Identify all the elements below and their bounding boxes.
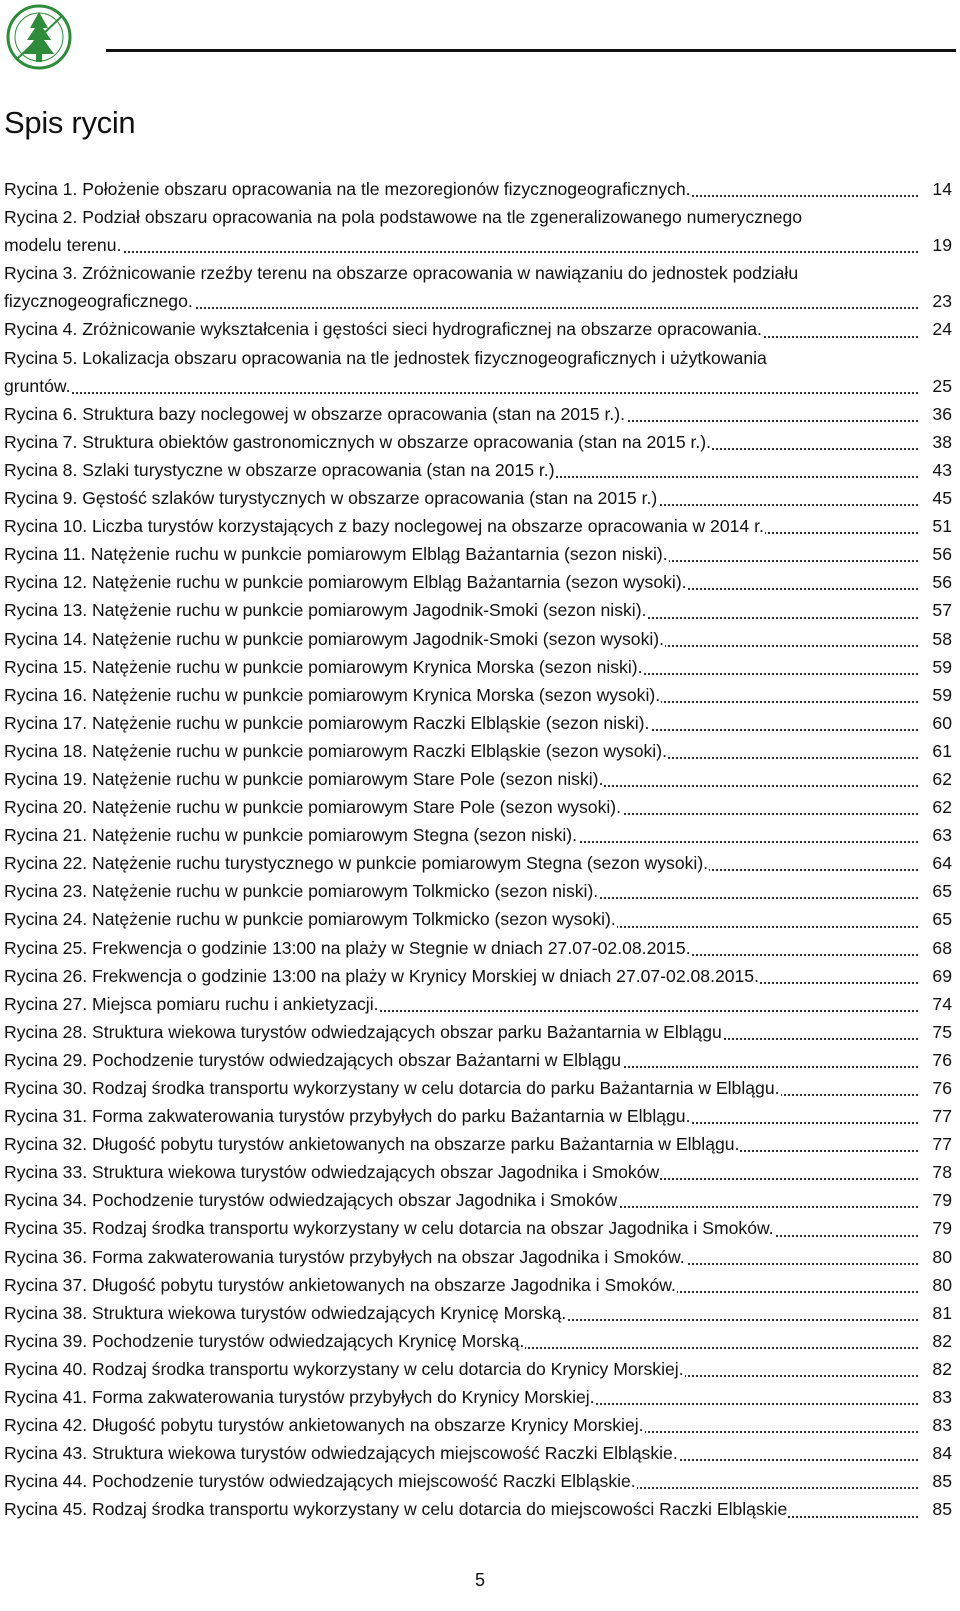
toc-entry-label: Rycina 31. Forma zakwaterowania turystów przybyłych do parku Bażantarnia w Elblągu. [4, 1106, 691, 1127]
toc-entry-label-line1: Rycina 3. Zróżnicowanie rzeźby terenu na obszarze opracowania w nawiązaniu do jednostek podziału [4, 263, 799, 284]
toc-entry[interactable] [4, 344, 952, 400]
toc-entry-page: 38 [930, 428, 952, 456]
header-rule [106, 49, 956, 52]
toc-entry-label: Rycina 12. Natężenie ruchu w punkcie pomiarowym Elbląg Bażantarnia (sezon wysoki). [4, 572, 687, 593]
toc-entry-page: 65 [930, 877, 952, 905]
toc-entry-label: Rycina 44. Pochodzenie turystów odwiedzających miejscowość Raczki Elbląskie. [4, 1471, 636, 1492]
toc-entry[interactable] [4, 1130, 952, 1158]
toc-entry-label: Rycina 8. Szlaki turystyczne w obszarze opracowania (stan na 2015 r.) [4, 459, 555, 480]
toc-entry-page: 75 [930, 1018, 952, 1046]
toc-entry-label: Rycina 23. Natężenie ruchu w punkcie pomiarowym Tolkmicko (sezon niski). [4, 881, 599, 902]
toc-entry-label-line2: modelu terenu. [4, 235, 122, 256]
toc-entry-page: 60 [930, 709, 952, 737]
toc-entry[interactable] [4, 259, 952, 315]
toc-entry-label: Rycina 28. Struktura wiekowa turystów odwiedzających obszar parku Bażantarnia w Elblągu [4, 1021, 722, 1042]
toc-entry[interactable] [4, 1383, 952, 1411]
toc-entry-label-line2: gruntów. [4, 375, 71, 396]
toc-entry[interactable] [4, 1186, 952, 1214]
toc-entry-line2 [4, 372, 952, 400]
toc-entry-label: Rycina 24. Natężenie ruchu w punkcie pomiarowym Tolkmicko (sezon wysoki). [4, 909, 616, 930]
toc-entry-label-line1: Rycina 5. Lokalizacja obszaru opracowania na tle jednostek fizycznogeograficznych i użytkowania [4, 347, 767, 368]
toc-entry[interactable] [4, 1046, 952, 1074]
toc-entry-page: 83 [930, 1411, 952, 1439]
toc-entry-page: 77 [930, 1130, 952, 1158]
toc-entry[interactable] [4, 990, 952, 1018]
toc-entry[interactable] [4, 765, 952, 793]
toc-entry-page: 78 [930, 1158, 952, 1186]
toc-entry[interactable] [4, 1411, 952, 1439]
toc-entry-page: 58 [930, 625, 952, 653]
toc-entry[interactable] [4, 1495, 952, 1523]
toc-entry[interactable] [4, 512, 952, 540]
page-number: 5 [474, 1570, 485, 1590]
toc-entry[interactable] [4, 653, 952, 681]
toc-entry-page: 25 [930, 372, 952, 400]
toc-entry-page: 79 [930, 1186, 952, 1214]
toc-entry-label: Rycina 32. Długość pobytu turystów ankietowanych na obszarze parku Bażantarnia w Elblągu. [4, 1134, 740, 1155]
toc-entry-page: 83 [930, 1383, 952, 1411]
toc-entry-label: Rycina 30. Rodzaj środka transportu wykorzystany w celu dotarcia do parku Bażantarnia w Elblągu. [4, 1078, 780, 1098]
toc-entry[interactable] [4, 400, 952, 428]
toc-entry-label: Rycina 36. Forma zakwaterowania turystów przybyłych na obszar Jagodnika i Smoków. [4, 1246, 685, 1267]
toc-entry-label: Rycina 18. Natężenie ruchu w punkcie pomiarowym Raczki Elbląskie (sezon wysoki). [4, 740, 667, 761]
dot-leader [4, 392, 918, 394]
toc-entry-label: Rycina 26. Frekwencja o godzinie 13:00 na plaży w Krynicy Morskiej w dniach 27.07-02.08.2015. [4, 965, 759, 986]
toc-entry[interactable] [4, 709, 952, 737]
toc-entry-label: Rycina 37. Długość pobytu turystów ankietowanych na obszarze Jagodnika i Smoków. [4, 1274, 676, 1295]
toc-entry-label: Rycina 40. Rodzaj środka transportu wykorzystany w celu dotarcia do Krynicy Morskiej. [4, 1358, 684, 1379]
toc-entry[interactable] [4, 1074, 952, 1102]
toc-entry-page: 76 [930, 1074, 952, 1102]
toc-entry-label: Rycina 22. Natężenie ruchu turystycznego w punkcie pomiarowym Stegna (sezon wysoki). [4, 853, 709, 874]
toc-entry-line2 [4, 231, 952, 259]
toc-entry-page: 77 [930, 1102, 952, 1130]
table-of-figures [4, 175, 952, 1524]
toc-entry[interactable] [4, 793, 952, 821]
toc-entry[interactable] [4, 1299, 952, 1327]
toc-entry[interactable] [4, 1467, 952, 1495]
toc-entry[interactable] [4, 540, 952, 568]
toc-entry-label: Rycina 13. Natężenie ruchu w punkcie pomiarowym Jagodnik-Smoki (sezon niski). [4, 600, 647, 621]
toc-entry-page: 19 [930, 231, 952, 259]
toc-entry-label: Rycina 14. Natężenie ruchu w punkcie pomiarowym Jagodnik-Smoki (sezon wysoki). [4, 628, 665, 649]
toc-entry[interactable] [4, 821, 952, 849]
toc-entry-label: Rycina 9. Gęstość szlaków turystycznych w obszarze opracowania (stan na 2015 r.) [4, 488, 658, 509]
toc-entry-page: 80 [930, 1243, 952, 1271]
toc-entry-page: 14 [930, 175, 952, 203]
toc-entry-label: Rycina 38. Struktura wiekowa turystów odwiedzających Krynicę Morską. [4, 1302, 567, 1323]
toc-entry-label: Rycina 34. Pochodzenie turystów odwiedzających obszar Jagodnika i Smoków [4, 1190, 618, 1211]
toc-entry-label: Rycina 20. Natężenie ruchu w punkcie pomiarowym Stare Pole (sezon wysoki). [4, 797, 622, 818]
toc-entry-label: Rycina 1. Położenie obszaru opracowania na tle mezoregionów fizycznogeograficznych. [4, 179, 691, 199]
toc-entry-label-line1: Rycina 2. Podział obszaru opracowania na pola podstawowe na tle zgeneralizowanego numerycznego [4, 207, 803, 228]
toc-entry-page: 23 [930, 287, 952, 315]
toc-entry-label: Rycina 11. Natężenie ruchu w punkcie pomiarowym Elbląg Bażantarnia (sezon niski). [4, 544, 668, 565]
toc-entry-page: 57 [930, 596, 952, 624]
toc-entry-label: Rycina 19. Natężenie ruchu w punkcie pomiarowym Stare Pole (sezon niski). [4, 768, 604, 789]
toc-entry-page: 59 [930, 653, 952, 681]
dot-leader [4, 251, 918, 253]
toc-entry-label: Rycina 21. Natężenie ruchu w punkcie pomiarowym Stegna (sezon niski). [4, 825, 578, 846]
page-title: Spis rycin [4, 105, 136, 140]
toc-entry[interactable] [4, 1158, 952, 1186]
toc-entry-page: 85 [930, 1495, 952, 1523]
toc-entry[interactable] [4, 1439, 952, 1467]
toc-entry-label: Rycina 35. Rodzaj środka transportu wykorzystany w celu dotarcia na obszar Jagodnika i Smoków. [4, 1218, 774, 1239]
toc-entry-page: 81 [930, 1299, 952, 1327]
toc-entry-page: 76 [930, 1046, 952, 1074]
toc-entry-page: 59 [930, 681, 952, 709]
toc-entry-page: 84 [930, 1439, 952, 1467]
toc-entry[interactable] [4, 203, 952, 259]
toc-entry-page: 43 [930, 456, 952, 484]
toc-entry-page: 68 [930, 934, 952, 962]
toc-entry-page: 61 [930, 737, 952, 765]
toc-entry-label: Rycina 41. Forma zakwaterowania turystów przybyłych do Krynicy Morskiej. [4, 1387, 595, 1408]
toc-entry[interactable] [4, 315, 952, 343]
toc-entry-page: 65 [930, 905, 952, 933]
toc-entry-label: Rycina 15. Natężenie ruchu w punkcie pomiarowym Krynica Morska (sezon niski). [4, 656, 643, 677]
toc-entry-page: 56 [930, 568, 952, 596]
toc-entry-page: 82 [930, 1355, 952, 1383]
toc-entry[interactable] [4, 905, 952, 933]
toc-entry[interactable] [4, 428, 952, 456]
toc-entry[interactable] [4, 596, 952, 624]
toc-entry[interactable] [4, 1243, 952, 1271]
toc-entry-page: 36 [930, 400, 952, 428]
page-header [0, 0, 960, 80]
toc-entry[interactable] [4, 877, 952, 905]
toc-entry-label: Rycina 16. Natężenie ruchu w punkcie pomiarowym Krynica Morska (sezon wysoki). [4, 684, 661, 705]
toc-entry-label: Rycina 7. Struktura obiektów gastronomicznych w obszarze opracowania (stan na 2015 r.). [4, 431, 712, 452]
toc-entry[interactable] [4, 1102, 952, 1130]
toc-entry[interactable] [4, 568, 952, 596]
toc-entry-label: Rycina 17. Natężenie ruchu w punkcie pomiarowym Raczki Elbląskie (sezon niski). [4, 712, 650, 733]
toc-entry-page: 62 [930, 765, 952, 793]
toc-entry-label: Rycina 45. Rodzaj środka transportu wykorzystany w celu dotarcia do miejscowości Raczki Elbląskie [4, 1499, 788, 1520]
toc-entry-page: 64 [930, 849, 952, 877]
toc-entry-page: 69 [930, 962, 952, 990]
toc-entry[interactable] [4, 737, 952, 765]
toc-entry[interactable] [4, 962, 952, 990]
toc-entry[interactable] [4, 456, 952, 484]
toc-entry-page: 56 [930, 540, 952, 568]
toc-entry[interactable] [4, 625, 952, 653]
toc-entry[interactable] [4, 1271, 952, 1299]
toc-entry[interactable] [4, 681, 952, 709]
toc-entry[interactable] [4, 1214, 952, 1242]
toc-entry-line2 [4, 287, 952, 315]
toc-entry-label: Rycina 43. Struktura wiekowa turystów odwiedzających miejscowość Raczki Elbląskie. [4, 1443, 678, 1464]
toc-entry-label: Rycina 25. Frekwencja o godzinie 13:00 na plaży w Stegnie w dniach 27.07-02.08.2015. [4, 937, 691, 958]
toc-entry[interactable] [4, 849, 952, 877]
toc-entry-label: Rycina 10. Liczba turystów korzystających z bazy noclegowej na obszarze opracowania w 2014 r. [4, 516, 764, 537]
toc-entry-label: Rycina 33. Struktura wiekowa turystów odwiedzających obszar Jagodnika i Smoków [4, 1162, 660, 1183]
toc-entry[interactable] [4, 1018, 952, 1046]
toc-entry-page: 82 [930, 1327, 952, 1355]
toc-entry[interactable] [4, 484, 952, 512]
toc-entry-page: 45 [930, 484, 952, 512]
toc-entry-page: 79 [930, 1214, 952, 1242]
toc-entry-label: Rycina 4. Zróżnicowanie wykształcenia i gęstości sieci hydrograficznej na obszarze opracowania. [4, 319, 762, 340]
forest-tree-seal-icon [2, 2, 76, 72]
toc-entry-page: 24 [930, 315, 952, 343]
toc-entry-label-line2: fizycznogeograficznego. [4, 291, 193, 312]
toc-entry-page: 74 [930, 990, 952, 1018]
toc-entry-label: Rycina 6. Struktura bazy noclegowej w obszarze opracowania (stan na 2015 r.). [4, 403, 625, 424]
toc-entry-label: Rycina 29. Pochodzenie turystów odwiedzających obszar Bażantarni w Elblągu [4, 1049, 622, 1070]
toc-entry-page: 80 [930, 1271, 952, 1299]
toc-entry[interactable] [4, 1355, 952, 1383]
toc-entry-label: Rycina 42. Długość pobytu turystów ankietowanych na obszarze Krynicy Morskiej. [4, 1415, 644, 1436]
toc-entry-label: Rycina 39. Pochodzenie turystów odwiedzających Krynicę Morską. [4, 1330, 525, 1351]
toc-entry[interactable] [4, 1327, 952, 1355]
toc-entry[interactable] [4, 175, 952, 203]
toc-entry-page: 62 [930, 793, 952, 821]
toc-entry-page: 51 [930, 512, 952, 540]
toc-entry-page: 85 [930, 1467, 952, 1495]
toc-entry-label: Rycina 27. Miejsca pomiaru ruchu i ankietyzacji. [4, 993, 379, 1014]
toc-entry-page: 63 [930, 821, 952, 849]
toc-entry[interactable] [4, 934, 952, 962]
